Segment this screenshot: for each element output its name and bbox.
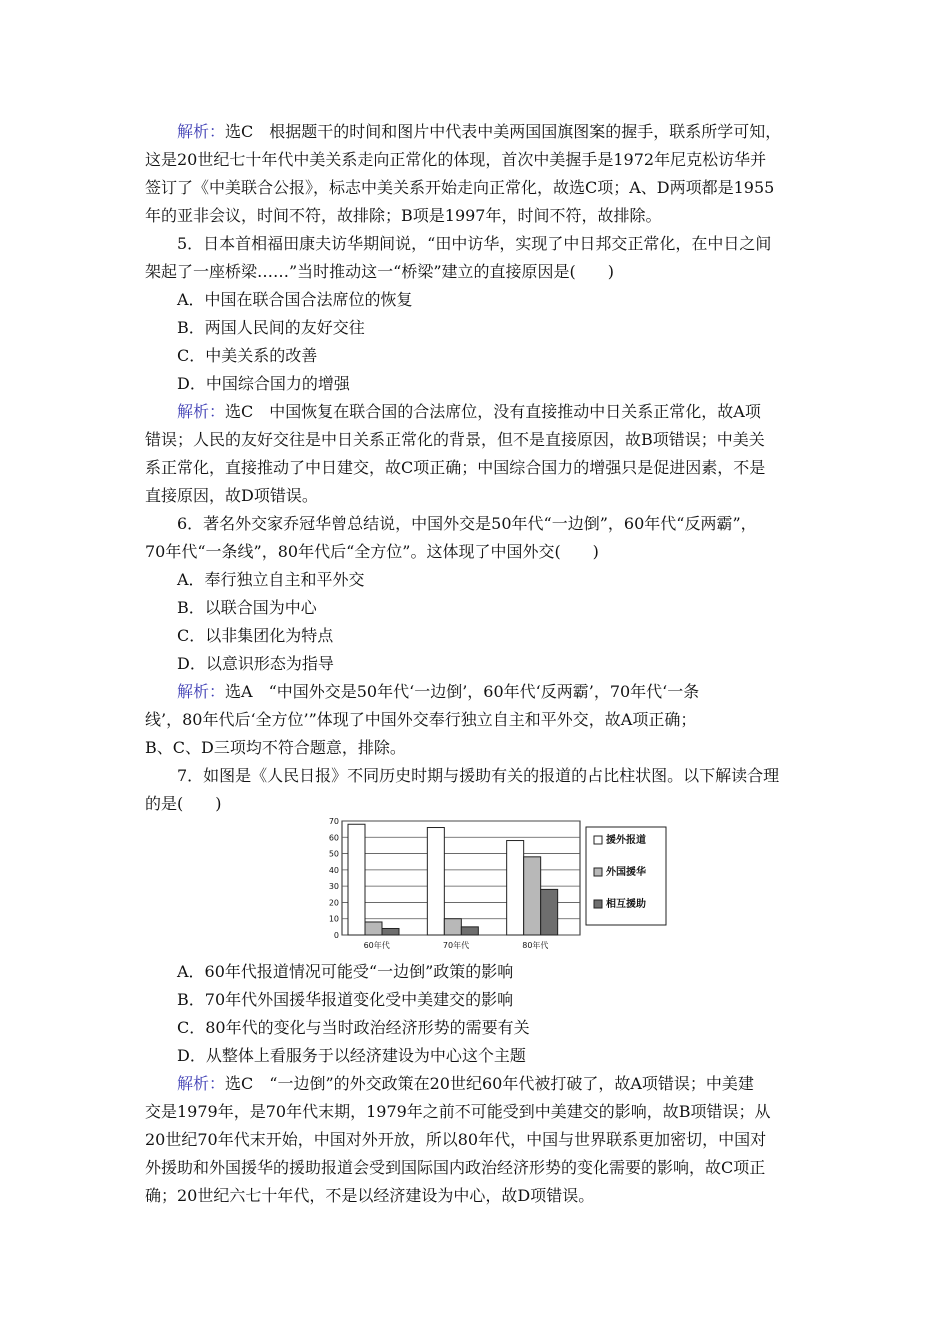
bar-2 (444, 919, 461, 935)
q4-analysis-line-4: 年的亚非会议，时间不符，故排除；B项是1997年，时间不符，故排除。 (145, 206, 662, 225)
q7-option-c: C．80年代的变化与当时政治经济形势的需要有关 (177, 1018, 530, 1037)
q6-stem-line-2: 70年代“一条线”，80年代后“全方位”。这体现了中国外交( ) (145, 542, 599, 561)
q5-option-d: D．中国综合国力的增强 (177, 374, 350, 393)
legend-swatch (594, 900, 602, 908)
q7-analysis-line-4: 外援助和外国援华的援助报道会受到国际国内政治经济形势的变化需要的影响，故C项正 (145, 1158, 766, 1177)
q6-option-d: D．以意识形态为指导 (177, 654, 334, 673)
legend-label: 相互援助 (606, 899, 646, 910)
q7-analysis-line-2: 交是1979年，是70年代末期，1979年之前不可能受到中美建交的影响，故B项错误；从 (145, 1102, 771, 1121)
bar-1 (507, 841, 524, 935)
q5-option-b: B．两国人民间的友好交往 (177, 318, 365, 337)
bar-1 (427, 828, 444, 935)
q6-analysis-line-1: 解析：选A “中国外交是50年代‘一边倒’，60年代‘反两霸’，70年代‘一条 (177, 682, 700, 701)
q7-option-a: A．60年代报道情况可能受“一边倒”政策的影响 (177, 962, 514, 981)
q7-analysis-line-1: 解析：选C “一边倒”的外交政策在20世纪60年代被打破了，故A项错误；中美建 (177, 1074, 754, 1093)
q7-stem-line-1: 7．如图是《人民日报》不同历史时期与援助有关的报道的占比柱状图。以下解读合理 (177, 766, 780, 785)
q7-stem-line-2: 的是( ) (145, 794, 222, 813)
y-tick-label: 50 (328, 849, 339, 859)
bar-3 (541, 889, 558, 935)
bar-chart (322, 815, 672, 955)
q6-analysis-line-3: B、C、D三项均不符合题意，排除。 (145, 738, 406, 757)
x-tick-label: 60年代 (363, 941, 390, 950)
q5-stem-line-1: 5．日本首相福田康夫访华期间说，“田中访华，实现了中日邦交正常化，在中日之间 (177, 234, 772, 253)
analysis-label: 解析： (177, 1074, 226, 1093)
y-tick-label: 30 (328, 882, 339, 892)
q5-stem-line-2: 架起了一座桥梁……”当时推动这一“桥梁”建立的直接原因是( ) (145, 262, 615, 281)
y-tick-label: 20 (328, 898, 339, 908)
y-tick-label: 40 (328, 865, 339, 875)
analysis-label: 解析： (177, 402, 226, 421)
analysis-label: 解析： (177, 122, 226, 141)
q4-analysis-line-1: 解析：选C 根据题干的时间和图片中代表中美两国国旗图案的握手，联系所学可知， (177, 122, 782, 141)
bar-3 (382, 928, 399, 935)
q5-analysis-line-2: 错误；人民的友好交往是中日关系正常化的背景，但不是直接原因，故B项错误；中美关 (145, 430, 765, 449)
x-tick-label: 80年代 (522, 941, 549, 950)
q5-analysis-line-4: 直接原因，故D项错误。 (145, 486, 318, 505)
legend-swatch (594, 836, 602, 844)
legend-swatch (594, 868, 602, 876)
q5-option-c: C．中美关系的改善 (177, 346, 318, 365)
q7-option-d: D．从整体上看服务于以经济建设为中心这个主题 (177, 1046, 526, 1065)
y-tick-label: 60 (328, 833, 339, 843)
bar-1 (348, 824, 365, 935)
x-tick-label: 70年代 (442, 941, 470, 950)
q5-analysis-line-1: 解析：选C 中国恢复在联合国的合法席位，没有直接推动中日关系正常化，故A项 (177, 402, 761, 421)
q4-analysis-line-3: 签订了《中美联合公报》，标志中美关系开始走向正常化，故选C项；A、D两项都是1955 (145, 178, 775, 197)
analysis-label: 解析： (177, 682, 226, 701)
bar-chart-svg (322, 815, 672, 955)
q6-option-c: C．以非集团化为特点 (177, 626, 334, 645)
legend-label: 外国援华 (606, 867, 646, 878)
q6-option-b: B．以联合国为中心 (177, 598, 317, 617)
q6-analysis-line-2: 线’，80年代后‘全方位’”体现了中国外交奉行独立自主和平外交，故A项正确； (145, 710, 697, 729)
y-tick-label: 0 (333, 931, 339, 940)
q7-analysis-line-5: 确；20世纪六七十年代，不是以经济建设为中心，故D项错误。 (145, 1186, 595, 1205)
q6-option-a: A．奉行独立自主和平外交 (177, 570, 365, 589)
q7-analysis-line-3: 20世纪70年代末开始，中国对外开放，所以80年代，中国与世界联系更加密切，中国对 (145, 1130, 767, 1149)
bar-3 (461, 927, 478, 935)
bar-2 (365, 922, 382, 935)
q5-analysis-line-3: 系正常化，直接推动了中日建交，故C项正确；中国综合国力的增强只是促进因素，不是 (145, 458, 766, 477)
y-tick-label: 10 (328, 914, 339, 924)
q6-stem-line-1: 6．著名外交家乔冠华曾总结说，中国外交是50年代“一边倒”，60年代“反两霸”， (177, 514, 757, 533)
legend-label: 援外报道 (606, 835, 646, 846)
q4-analysis-line-2: 这是20世纪七十年代中美关系走向正常化的体现，首次中美握手是1972年尼克松访华并 (145, 150, 767, 169)
q7-option-b: B．70年代外国援华报道变化受中美建交的影响 (177, 990, 514, 1009)
bar-2 (524, 857, 541, 935)
y-tick-label: 70 (328, 817, 339, 826)
q5-option-a: A．中国在联合国合法席位的恢复 (177, 290, 413, 309)
